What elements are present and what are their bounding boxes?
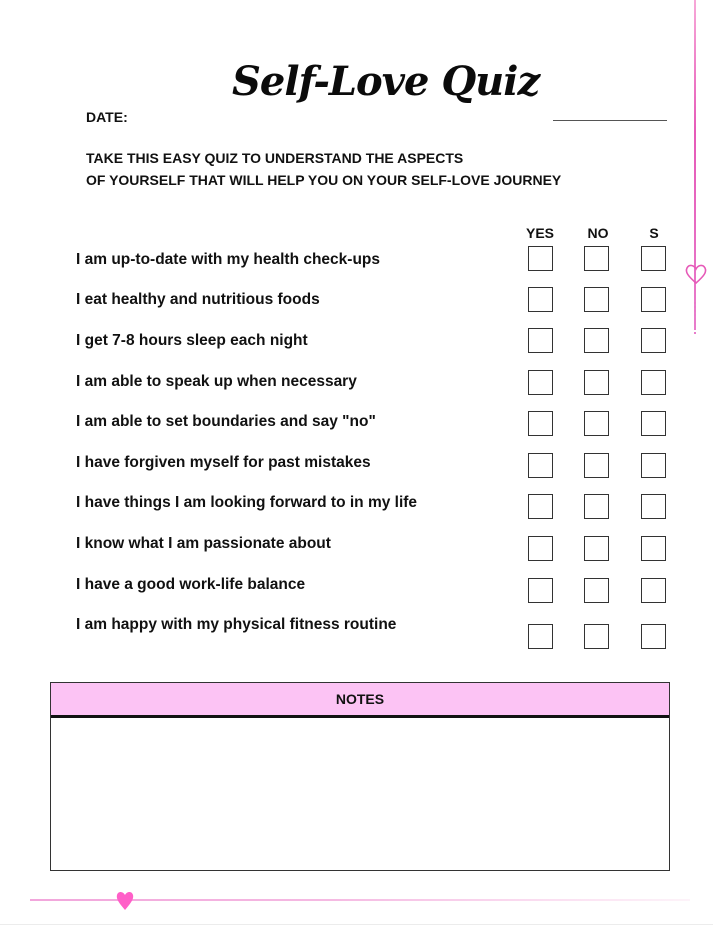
column-header-no: NO	[587, 225, 609, 241]
checkbox-yes[interactable]	[528, 578, 553, 603]
checkbox-no[interactable]	[584, 536, 609, 561]
checkbox-sometimes[interactable]	[641, 624, 666, 649]
checkbox-sometimes[interactable]	[641, 287, 666, 312]
checkbox-yes[interactable]	[528, 536, 553, 561]
checkbox-sometimes[interactable]	[641, 328, 666, 353]
quiz-question: I am happy with my physical fitness routine	[76, 616, 397, 633]
column-header-sometimes: S	[649, 225, 659, 241]
quiz-question: I have forgiven myself for past mistakes	[76, 454, 371, 471]
page-title: Self-Love Quiz	[232, 58, 540, 105]
checkbox-no[interactable]	[584, 624, 609, 649]
checkbox-no[interactable]	[584, 370, 609, 395]
checkbox-no[interactable]	[584, 328, 609, 353]
date-input-line[interactable]	[553, 120, 667, 121]
checkbox-sometimes[interactable]	[641, 536, 666, 561]
notes-header: NOTES	[51, 683, 669, 718]
checkbox-yes[interactable]	[528, 287, 553, 312]
quiz-question: I have a good work-life balance	[76, 576, 306, 593]
checkbox-yes[interactable]	[528, 624, 553, 649]
checkbox-sometimes[interactable]	[641, 370, 666, 395]
heart-solid-icon	[114, 889, 136, 911]
checkbox-no[interactable]	[584, 578, 609, 603]
quiz-question: I eat healthy and nutritious foods	[76, 291, 320, 308]
checkbox-no[interactable]	[584, 453, 609, 478]
column-header-yes: YES	[525, 225, 554, 241]
notes-area[interactable]	[51, 718, 669, 869]
quiz-question: I have things I am looking forward to in my life	[76, 494, 418, 511]
quiz-question: I know what I am passionate about	[76, 535, 331, 552]
checkbox-no[interactable]	[584, 287, 609, 312]
notes-box	[50, 682, 670, 871]
heart-outline-icon	[684, 263, 708, 285]
vertical-dotted-tail	[694, 300, 698, 334]
checkbox-yes[interactable]	[528, 370, 553, 395]
intro-line-1: TAKE THIS EASY QUIZ TO UNDERSTAND THE ASPECTS	[86, 150, 464, 166]
checkbox-yes[interactable]	[528, 246, 553, 271]
checkbox-no[interactable]	[584, 494, 609, 519]
quiz-question: I am able to speak up when necessary	[76, 373, 357, 390]
checkbox-yes[interactable]	[528, 453, 553, 478]
checkbox-no[interactable]	[584, 246, 609, 271]
checkbox-yes[interactable]	[528, 328, 553, 353]
quiz-question: I get 7-8 hours sleep each night	[76, 332, 308, 349]
checkbox-yes[interactable]	[528, 411, 553, 436]
checkbox-sometimes[interactable]	[641, 246, 666, 271]
quiz-question: I am up-to-date with my health check-ups	[76, 251, 381, 268]
quiz-question: I am able to set boundaries and say "no"	[76, 413, 376, 430]
intro-text	[86, 147, 561, 191]
intro-line-2: OF YOURSELF THAT WILL HELP YOU ON YOUR SELF-LOVE JOURNEY	[86, 172, 562, 188]
checkbox-sometimes[interactable]	[641, 453, 666, 478]
date-label: DATE:	[86, 109, 128, 125]
checkbox-sometimes[interactable]	[641, 411, 666, 436]
checkbox-no[interactable]	[584, 411, 609, 436]
page-bottom-edge	[0, 924, 713, 925]
checkbox-sometimes[interactable]	[641, 494, 666, 519]
checkbox-sometimes[interactable]	[641, 578, 666, 603]
checkbox-yes[interactable]	[528, 494, 553, 519]
